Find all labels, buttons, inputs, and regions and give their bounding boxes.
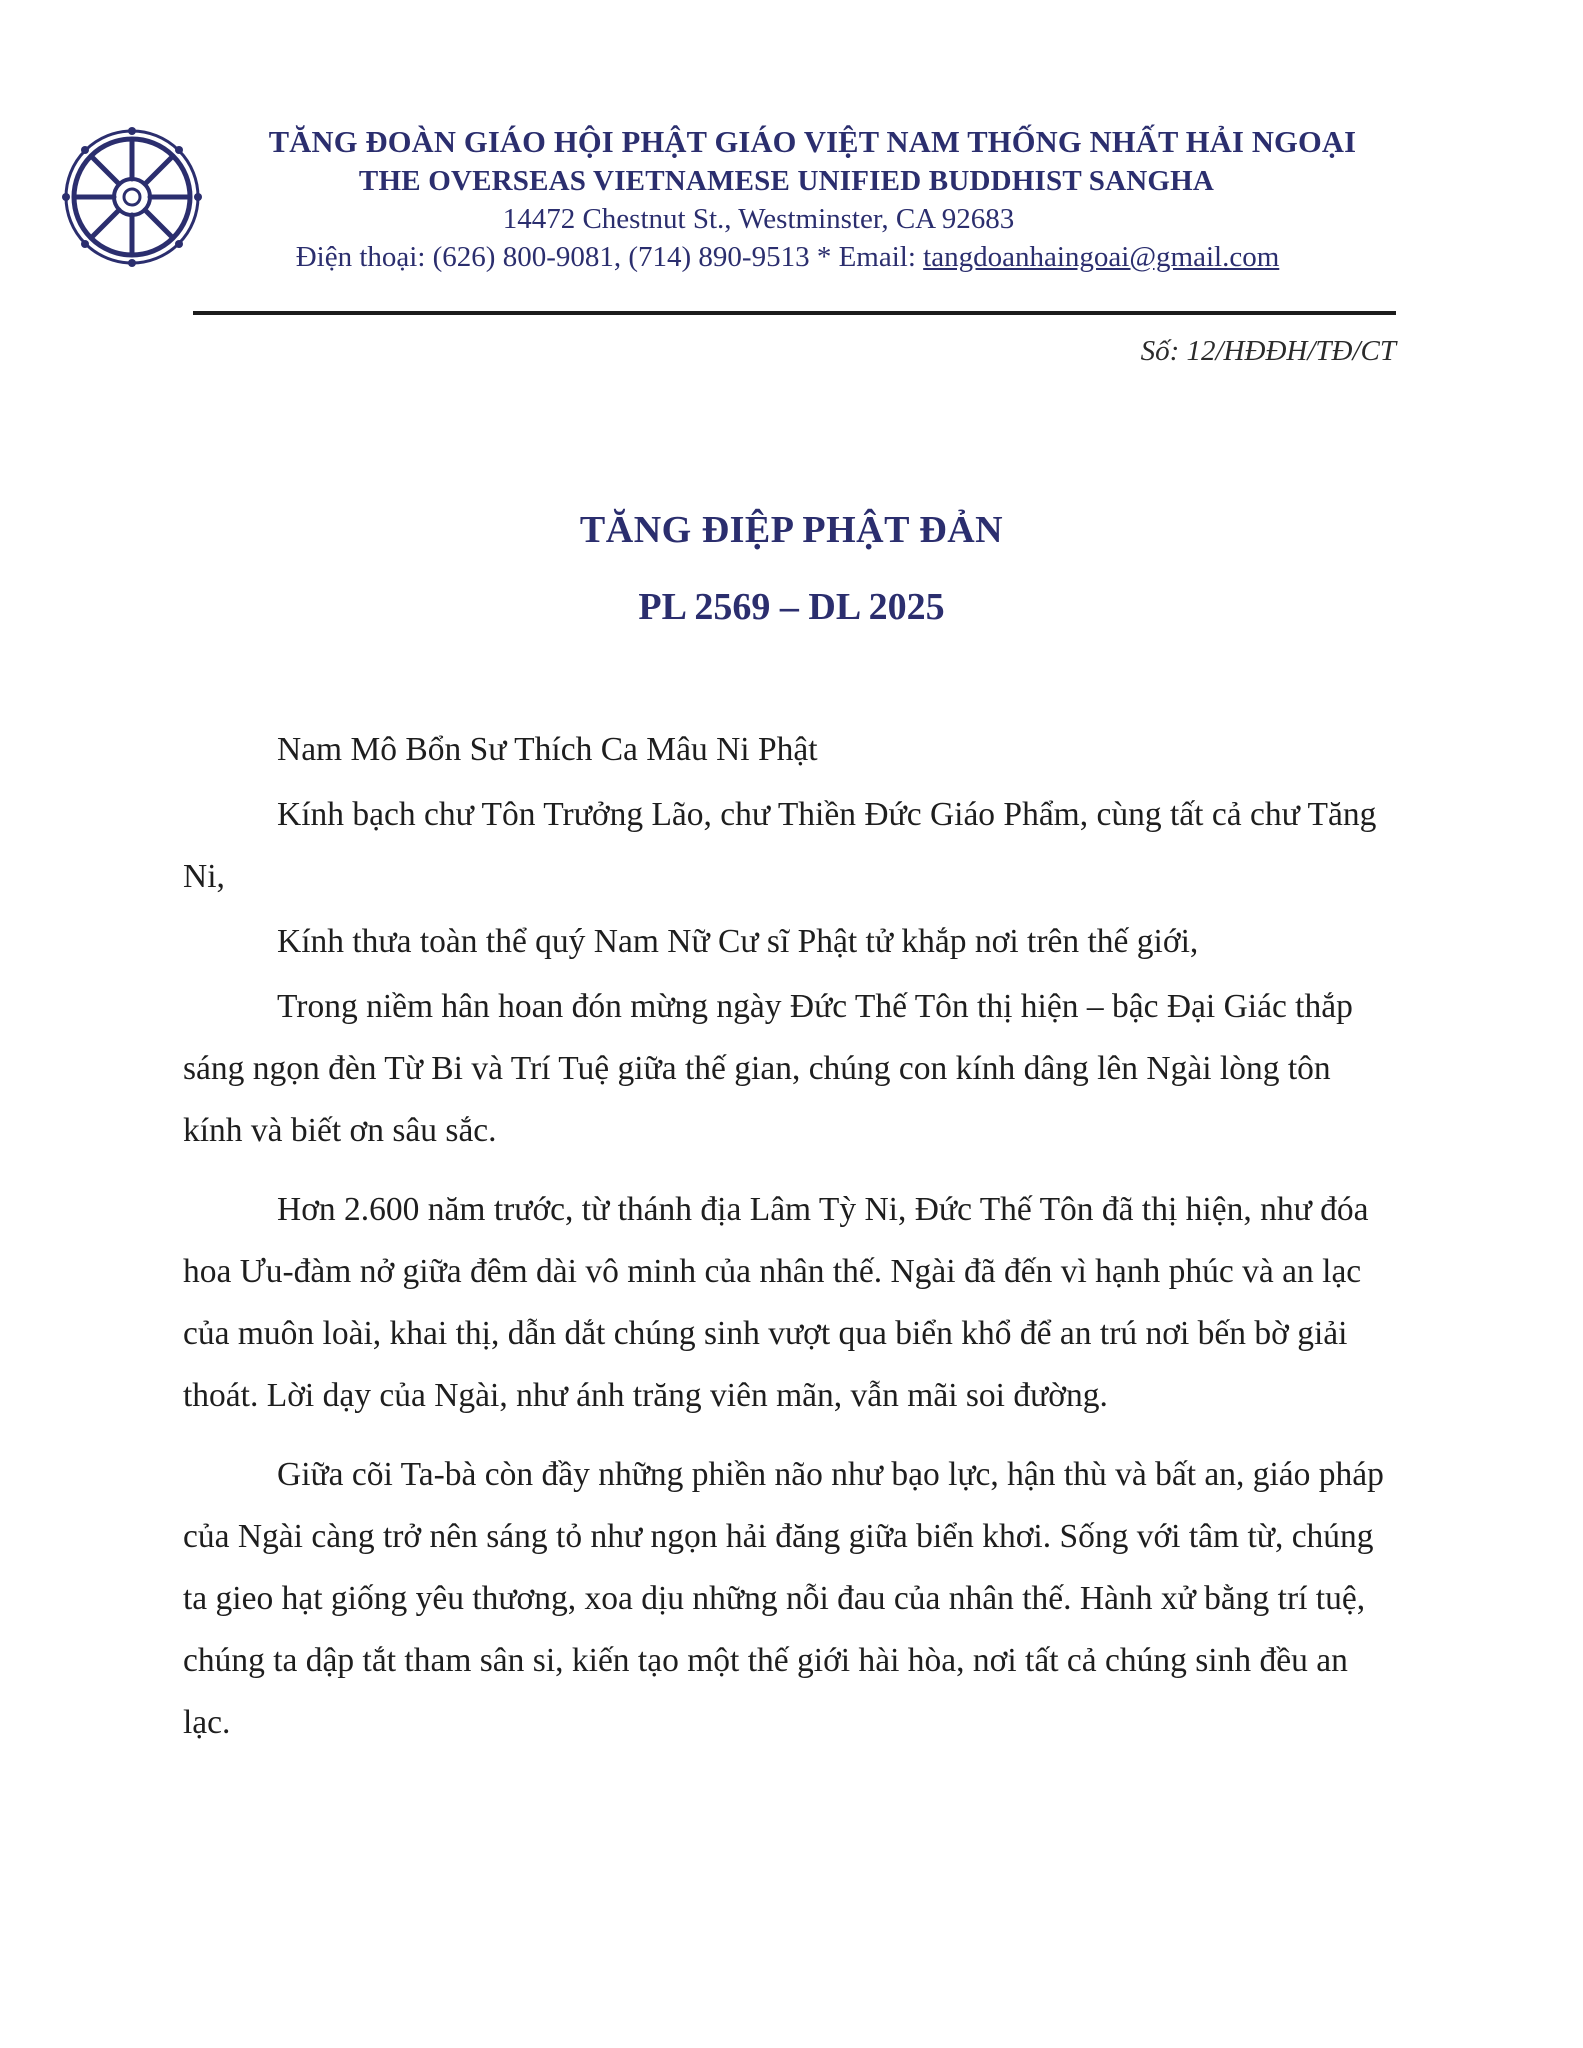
salutation-homage: Nam Mô Bổn Sư Thích Ca Mâu Ni Phật (277, 731, 818, 768)
org-contact (240, 238, 1335, 276)
contact-phones: Điện thoại: (626) 800-9081, (714) 890-9513 * Email: (295, 241, 924, 273)
org-name-english: THE OVERSEAS VIETNAMESE UNIFIED BUDDHIST SANGHA (358, 165, 1215, 197)
document-number: Số: 12/HĐĐH/TĐ/CT (1140, 335, 1396, 367)
dharma-wheel-logo (62, 127, 202, 267)
body-paragraph: Hơn 2.600 năm trước, từ thánh địa Lâm Tỳ Ni, Đức Thế Tôn đã thị hiện, như đóa hoa Ưu-đàm nở giữa đêm dài vô minh của nhân thế. Ngài đã đến vì hạnh phúc và an lạc của muôn loài, khai thị, dẫn dắt chúng sinh vượt qua biển khổ để an trú nơi bến bờ giải thoát. Lời dạy của Ngài, như ánh trăng viên mãn, vẫn mãi soi đường. (183, 1191, 1369, 1414)
letter-body (183, 719, 1393, 1757)
org-name-vietnamese: TĂNG ĐOÀN GIÁO HỘI PHẬT GIÁO VIỆT NAM THỐNG NHẤT HẢI NGOẠI (268, 125, 1357, 159)
document-title: TĂNG ĐIỆP PHẬT ĐẢN (579, 509, 1004, 551)
email-link[interactable]: tangdoanhaingoai@gmail.com (923, 241, 1280, 273)
letterhead (240, 122, 1365, 276)
body-paragraph: Giữa cõi Ta-bà còn đầy những phiền não như bạo lực, hận thù và bất an, giáo pháp của Ngài càng trở nên sáng tỏ như ngọn hải đăng giữa biển khơi. Sống với tâm từ, chúng ta gieo hạt giống yêu thương, xoa dịu những nỗi đau của nhân thế. Hành xử bằng trí tuệ, chúng ta dập tắt tham sân si, kiến tạo một thế giới hài hòa, nơi tất cả chúng sinh đều an lạc. (183, 1456, 1384, 1741)
salutation-sangha: Kính bạch chư Tôn Trưởng Lão, chư Thiền Đức Giáo Phẩm, cùng tất cả chư Tăng Ni, (183, 796, 1377, 895)
org-address: 14472 Chestnut St., Westminster, CA 92683 (502, 203, 1015, 235)
header-divider (193, 311, 1396, 315)
body-paragraph: Trong niềm hân hoan đón mừng ngày Đức Thế Tôn thị hiện – bậc Đại Giác thắp sáng ngọn đèn Từ Bi và Trí Tuệ giữa thế gian, chúng con kính dâng lên Ngài lòng tôn kính và biết ơn sâu sắc. (183, 988, 1353, 1149)
document-subtitle: PL 2569 – DL 2025 (638, 586, 945, 628)
salutation-lay: Kính thưa toàn thể quý Nam Nữ Cư sĩ Phật tử khắp nơi trên thế giới, (277, 923, 1199, 960)
